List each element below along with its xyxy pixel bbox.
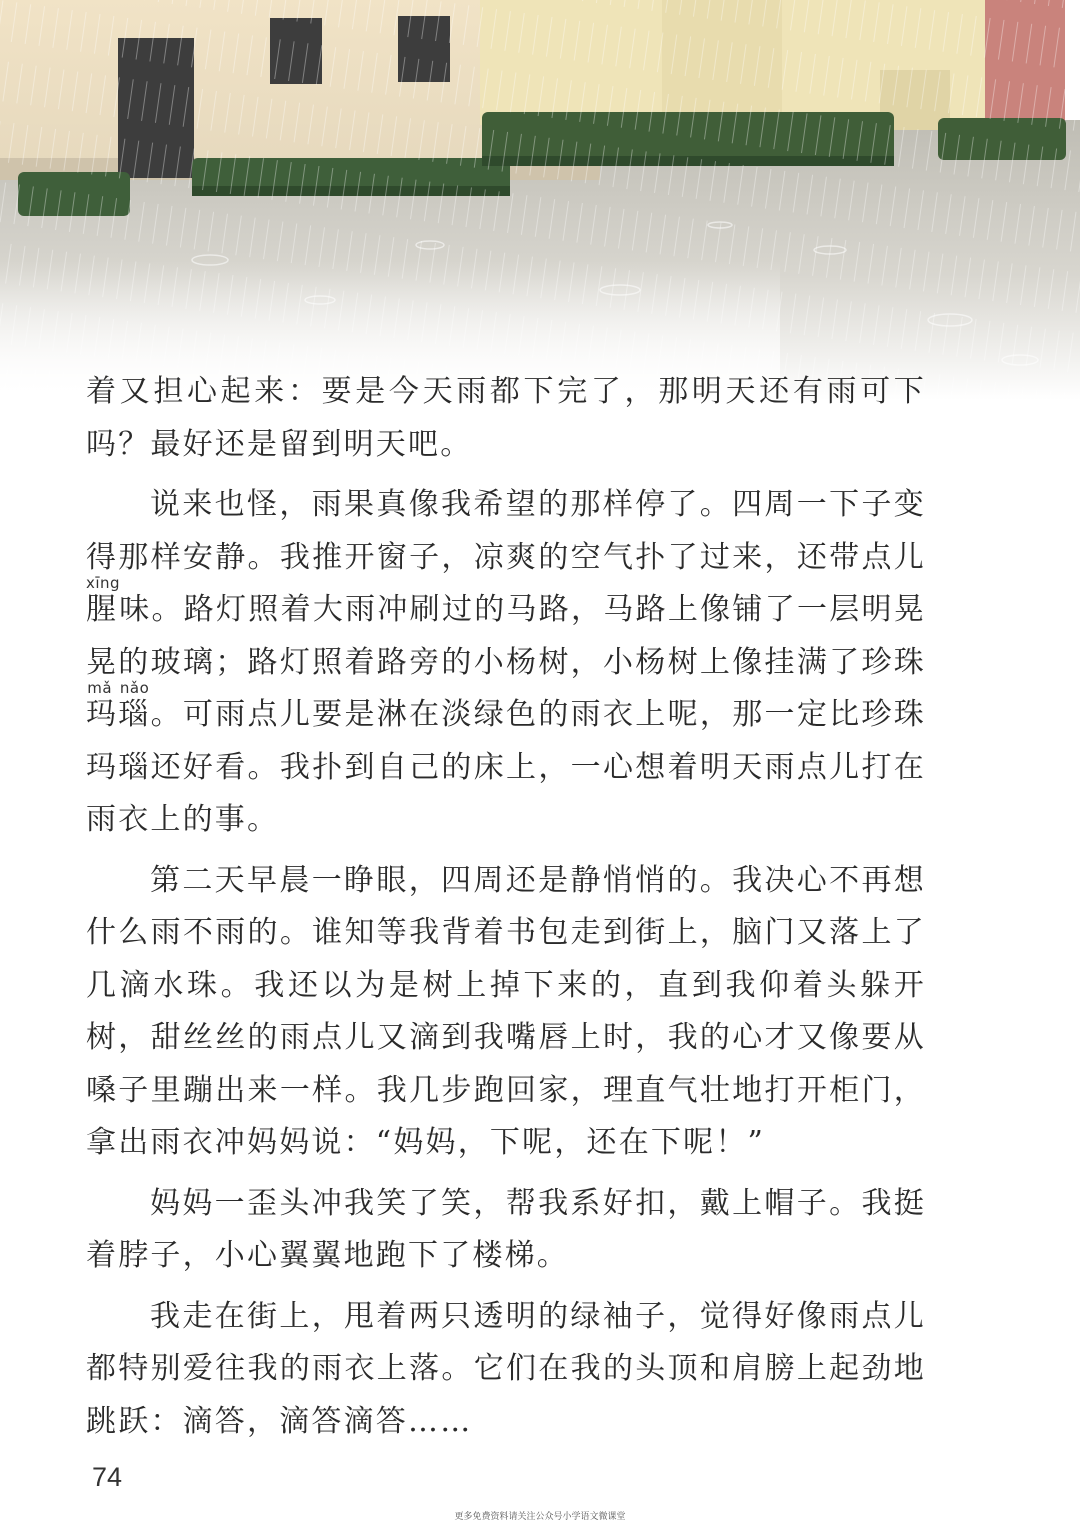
paragraph — [86, 855, 926, 1170]
rainy-street-illustration — [0, 0, 1080, 400]
annotated-word: 腥xīng — [86, 574, 121, 627]
text-run: 着又担心起来：要是今天雨都下完了，那明天还有雨可下吗？最好还是留到明天吧。 — [86, 374, 926, 462]
text-run: 说来也怪，雨果真像我希望的那样停了。四周一下子变得那样安静。我推开窗子，凉爽的空气扑了过来，还带点儿 — [86, 487, 926, 575]
paragraph — [86, 366, 926, 471]
pinyin-annotation: mǎ nǎo — [86, 679, 151, 697]
paragraph — [86, 479, 926, 847]
text-run: 妈妈一歪头冲我笑了笑，帮我系好扣，戴上帽子。我挺着脖子，小心翼翼地跑下了楼梯。 — [86, 1185, 926, 1273]
text-run: 我走在街上，甩着两只透明的绿袖子，觉得好像雨点儿都特别爱往我的雨衣上落。它们在我的头顶和肩膀上起劲地跳跃：滴答，滴答滴答…… — [86, 1298, 926, 1439]
pinyin-annotation: xīng — [86, 574, 121, 592]
annotated-word: 玛瑙mǎ nǎo — [86, 679, 151, 732]
body-text — [86, 366, 926, 1456]
text-run: 第二天早晨一睁眼，四周还是静悄悄的。我决心不再想什么雨不雨的。谁知等我背着书包走到街上，脑门又落上了几滴水珠。我还以为是树上掉下来的，直到我仰着头躲开树，甜丝丝的雨点儿又滴到我嘴唇上时，我的心才又像要从嗓子里蹦出来一样。我几步跑回家，理直气壮地打开柜门，拿出雨衣冲妈妈说：“妈妈，下呢，还在下呢！” — [86, 862, 926, 1160]
text-run: 。可雨点儿要是淋在淡绿色的雨衣上呢，那一定比珍珠玛瑙还好看。我扑到自己的床上，一心想着明天雨点儿打在雨衣上的事。 — [86, 697, 926, 837]
page-number: 74 — [92, 1462, 123, 1492]
footer-note: 更多免费资料请关注公众号小学语文微课堂 — [454, 1512, 626, 1522]
paragraph — [86, 1178, 926, 1283]
text-run: 味。路灯照着大雨冲刷过的马路，马路上像铺了一层明晃晃的玻璃；路灯照着路旁的小杨树，小杨树上像挂满了珍珠 — [86, 592, 926, 680]
paragraph — [86, 1291, 926, 1449]
